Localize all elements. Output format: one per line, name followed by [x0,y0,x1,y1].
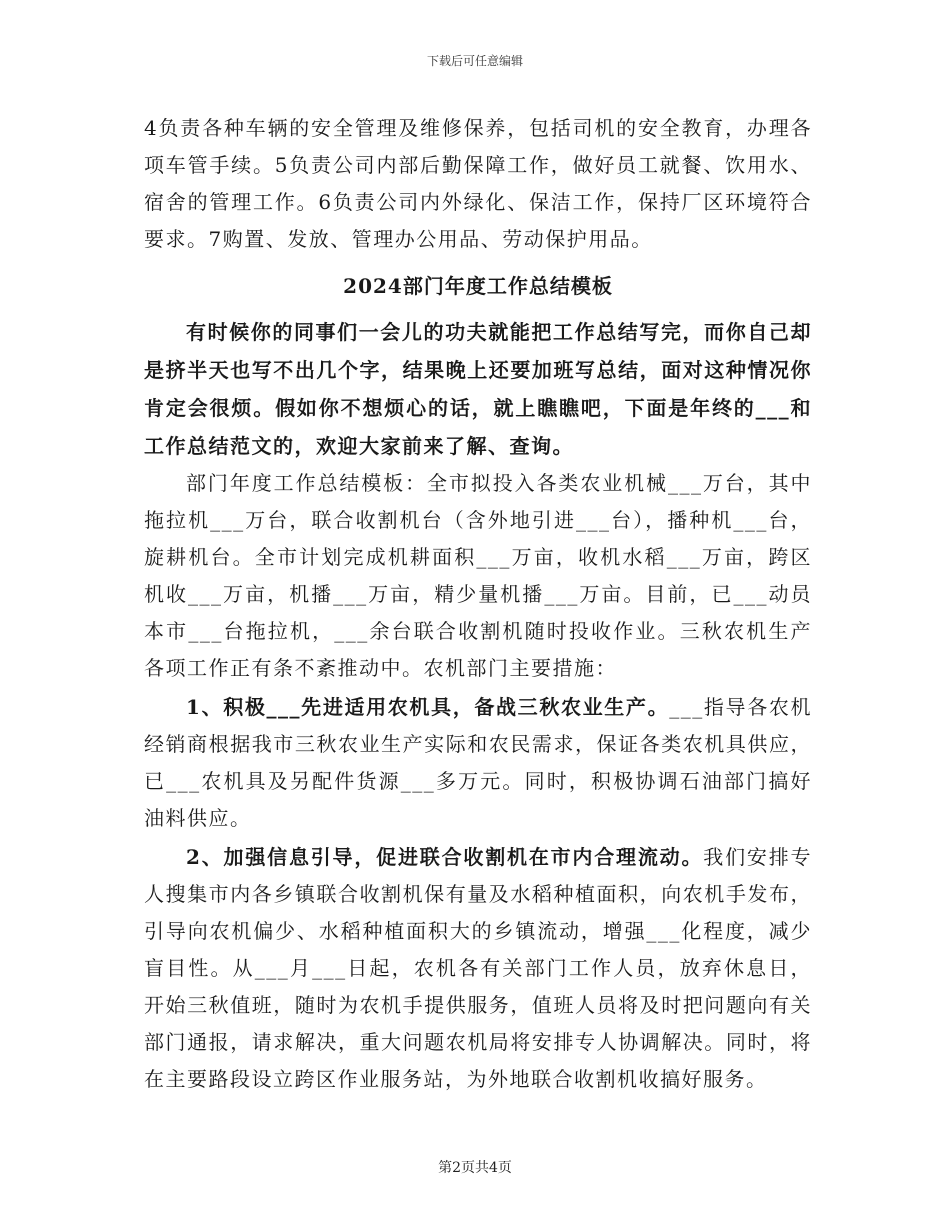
summary-paragraph: 部门年度工作总结模板：全市拟投入各类农业机械___万台，其中拖拉机___万台，联合收割机台（含外地引进___台），播种机___台，旋耕机台。全市计划完成机耕面积___万亩，收机水稻___万亩，跨区机收___万亩，机播___万亩，精少量机播___万亩。目前，已___动员本市___台拖拉机，___余台联合收割机随时投收作业。三秋农机生产各项工作正有条不紊推动中。农机部门主要措施： [144,471,812,680]
section-1-heading: 1、积极___先进适用农机具，备战三秋农业生产。 [186,695,670,719]
section-2 [144,839,812,1098]
intro-paragraph: 4负责各种车辆的安全管理及维修保养，包括司机的安全教育，办理各项车管手续。5负责公司内部后勤保障工作，做好员工就餐、饮用水、宿舍的管理工作。6负责公司内外绿化、保洁工作，保持厂区环境符合要求。7购置、发放、管理办公用品、劳动保护用品。 [144,116,812,251]
lead-paragraph: 有时候你的同事们一会儿的功夫就能把工作总结写完，而你自己却是挤半天也写不出几个字，结果晚上还要加班写总结，面对这种情况你肯定会很烦。假如你不想烦心的话，就上瞧瞧吧，下面是年终的___和工作总结范文的，欢迎大家前来了解、查询。 [144,320,812,458]
document-title: 2024部门年度工作总结模板 [343,274,613,298]
page-footer: 第2页共4页 [438,1160,512,1176]
section-1-body: ___指导各农机经销商根据我市三秋农业生产实际和农民需求，保证各类农机具供应，已___农机具及另配件货源___多万元。同时，积极协调石油部门搞好油料供应。 [144,695,813,830]
section-2-body: 我们安排专人搜集市内各乡镇联合收割机保有量及水稻种植面积，向农机手发布，引导向农机偏少、水稻种植面积大的乡镇流动，增强___化程度，减少盲目性。从___月___日起，农机各有关部门工作人员，放弃休息日，开始三秋值班，随时为农机手提供服务，值班人员将及时把问题向有关部门通报，请求解决，重大问题农机局将安排专人协调解决。同时，将在主要路段设立跨区作业服务站，为外地联合收割机收搞好服务。 [144,845,813,1091]
section-2-heading: 2、加强信息引导，促进联合收割机在市内合理流动。 [186,845,704,869]
document-body [144,110,812,1098]
page-header: 下载后可任意编辑 [426,54,523,68]
section-1 [144,689,812,837]
